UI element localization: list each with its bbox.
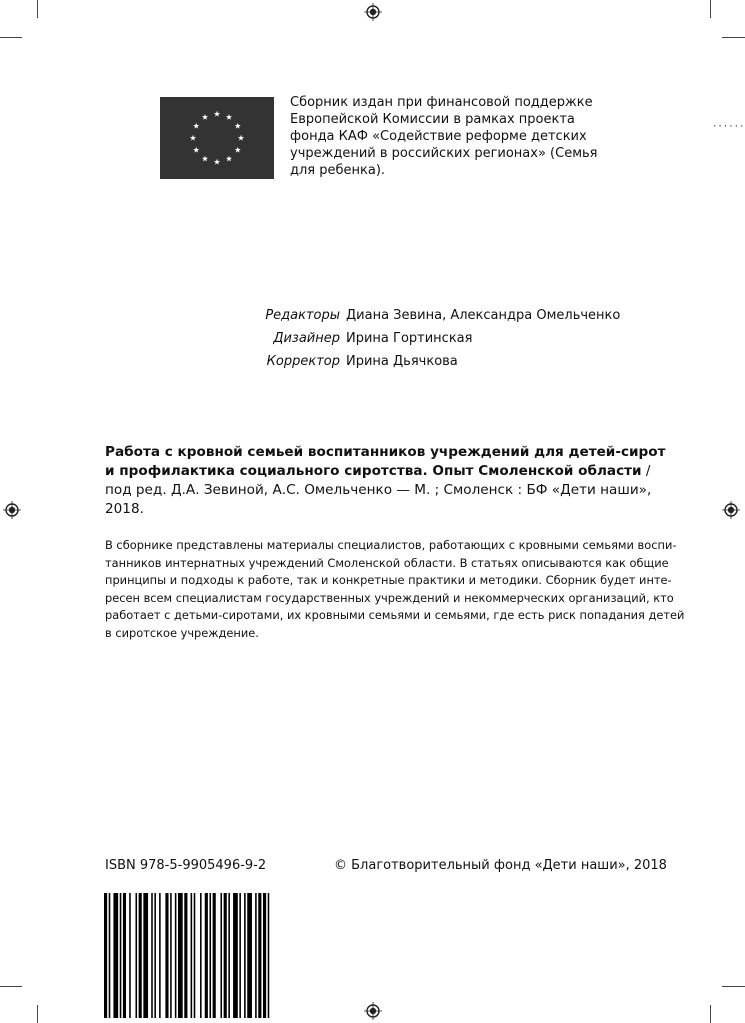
barcode-bar <box>170 893 172 1018</box>
book-responsibility-line: под ред. Д.А. Зевиной, А.С. Омельченко — М. ; Смоленск : БФ «Дети наши», <box>105 482 652 498</box>
barcode-bar <box>263 893 266 1018</box>
credit-role: Дизайнер <box>273 331 340 346</box>
barcode-bar <box>129 893 131 1018</box>
barcode-bar <box>139 893 142 1018</box>
crop-mark-left-bottom <box>0 986 22 987</box>
book-title-text: и профилактика социального сиротства. Опыт Смоленской области <box>105 463 642 479</box>
eu-funding-line: Европейской Комиссии в рамках проекта <box>290 112 575 127</box>
barcode-bar <box>178 893 183 1018</box>
eu-funding-line: фонда КАФ «Содействие реформе детских <box>290 129 587 144</box>
barcode-bar <box>165 893 168 1018</box>
barcode-bar <box>224 893 227 1018</box>
barcode-bar <box>258 893 261 1018</box>
barcode-bar <box>268 893 270 1018</box>
barcode-bar <box>213 893 216 1018</box>
isbn: ISBN 978-5-9905496-9-2 <box>105 858 267 873</box>
barcode-bar <box>184 893 187 1018</box>
barcode-bar <box>151 893 153 1018</box>
crop-mark-left-top <box>0 37 22 38</box>
eu-flag-icon <box>160 97 274 179</box>
crop-mark-bottom-right <box>710 1005 711 1023</box>
barcode-bar <box>239 893 241 1018</box>
barcode-bar <box>143 893 148 1018</box>
crop-mark-top-left <box>37 0 38 18</box>
fold-mark: ······ <box>712 122 745 132</box>
registration-mark-icon <box>364 1002 382 1020</box>
barcode-bar <box>205 893 208 1018</box>
registration-mark-icon <box>364 3 382 21</box>
credit-role: Редакторы <box>265 308 340 323</box>
eu-funding-note <box>290 94 620 179</box>
eu-funding-line: для ребенка). <box>290 163 386 178</box>
barcode-bar <box>104 893 107 1018</box>
barcode-bar <box>255 893 257 1018</box>
barcode-icon <box>104 893 274 1018</box>
barcode-bar <box>233 893 238 1018</box>
annotation-line: в сиротское учреждение. <box>105 625 259 640</box>
crop-mark-right-bottom <box>722 986 745 987</box>
credit-name: Ирина Гортинская <box>346 331 473 346</box>
annotation-line: ресен всем специалистам государственных учреждений и некоммерческих организаций, кто <box>105 590 674 605</box>
barcode-bar <box>159 893 161 1018</box>
barcode-bar <box>209 893 211 1018</box>
barcode-bar <box>135 893 137 1018</box>
barcode-bar <box>247 893 252 1018</box>
credit-name: Диана Зевина, Александра Омельченко <box>346 308 621 323</box>
barcode-bar <box>175 893 177 1018</box>
copyright: © Благотворительный фонд «Дети наши», 2018 <box>334 858 667 873</box>
annotation-line: работает с детьми-сиротами, их кровными семьями и семьями, где есть риск попадания детей <box>105 608 685 623</box>
credit-name: Ирина Дьячкова <box>346 354 458 369</box>
eu-funding-line: Сборник издан при финансовой поддержке <box>290 95 593 110</box>
barcode-bar <box>191 893 193 1018</box>
barcode-bar <box>228 893 230 1018</box>
barcode-bar <box>220 893 222 1018</box>
registration-mark-icon <box>722 501 740 519</box>
annotation-line: танников интернатных учреждений Смоленской области. В статьях описываются как общие <box>105 555 669 570</box>
annotation-line: В сборнике представлены материалы специалистов, работающих с кровными семьями воспи- <box>105 538 677 552</box>
registration-mark-icon <box>3 501 21 519</box>
barcode-bar <box>123 893 126 1018</box>
barcode-bar <box>109 893 111 1018</box>
barcode-bar <box>244 893 246 1018</box>
book-title-line <box>105 462 651 481</box>
annotation-line: принципы и подходы к работе, так и конкретные практики и методики. Сборник будет инте- <box>105 573 672 588</box>
title-slash: / <box>641 463 651 479</box>
credit-role: Корректор <box>266 354 340 369</box>
bibliographic-record <box>105 443 666 519</box>
crop-mark-top-right <box>710 0 711 18</box>
annotation <box>105 537 685 643</box>
book-title-line: Работа с кровной семьей воспитанников учреждений для детей-сирот <box>105 444 666 460</box>
crop-mark-right-top <box>722 37 745 38</box>
crop-mark-bottom-left <box>37 1005 38 1023</box>
barcode-bar <box>194 893 196 1018</box>
barcode-bar <box>113 893 118 1018</box>
barcode-bar <box>120 893 122 1018</box>
eu-funding-line: учреждений в российских регионах» (Семья <box>290 146 598 161</box>
book-year-line: 2018. <box>105 501 144 517</box>
barcode-bar <box>200 893 202 1018</box>
barcode-bar <box>154 893 156 1018</box>
